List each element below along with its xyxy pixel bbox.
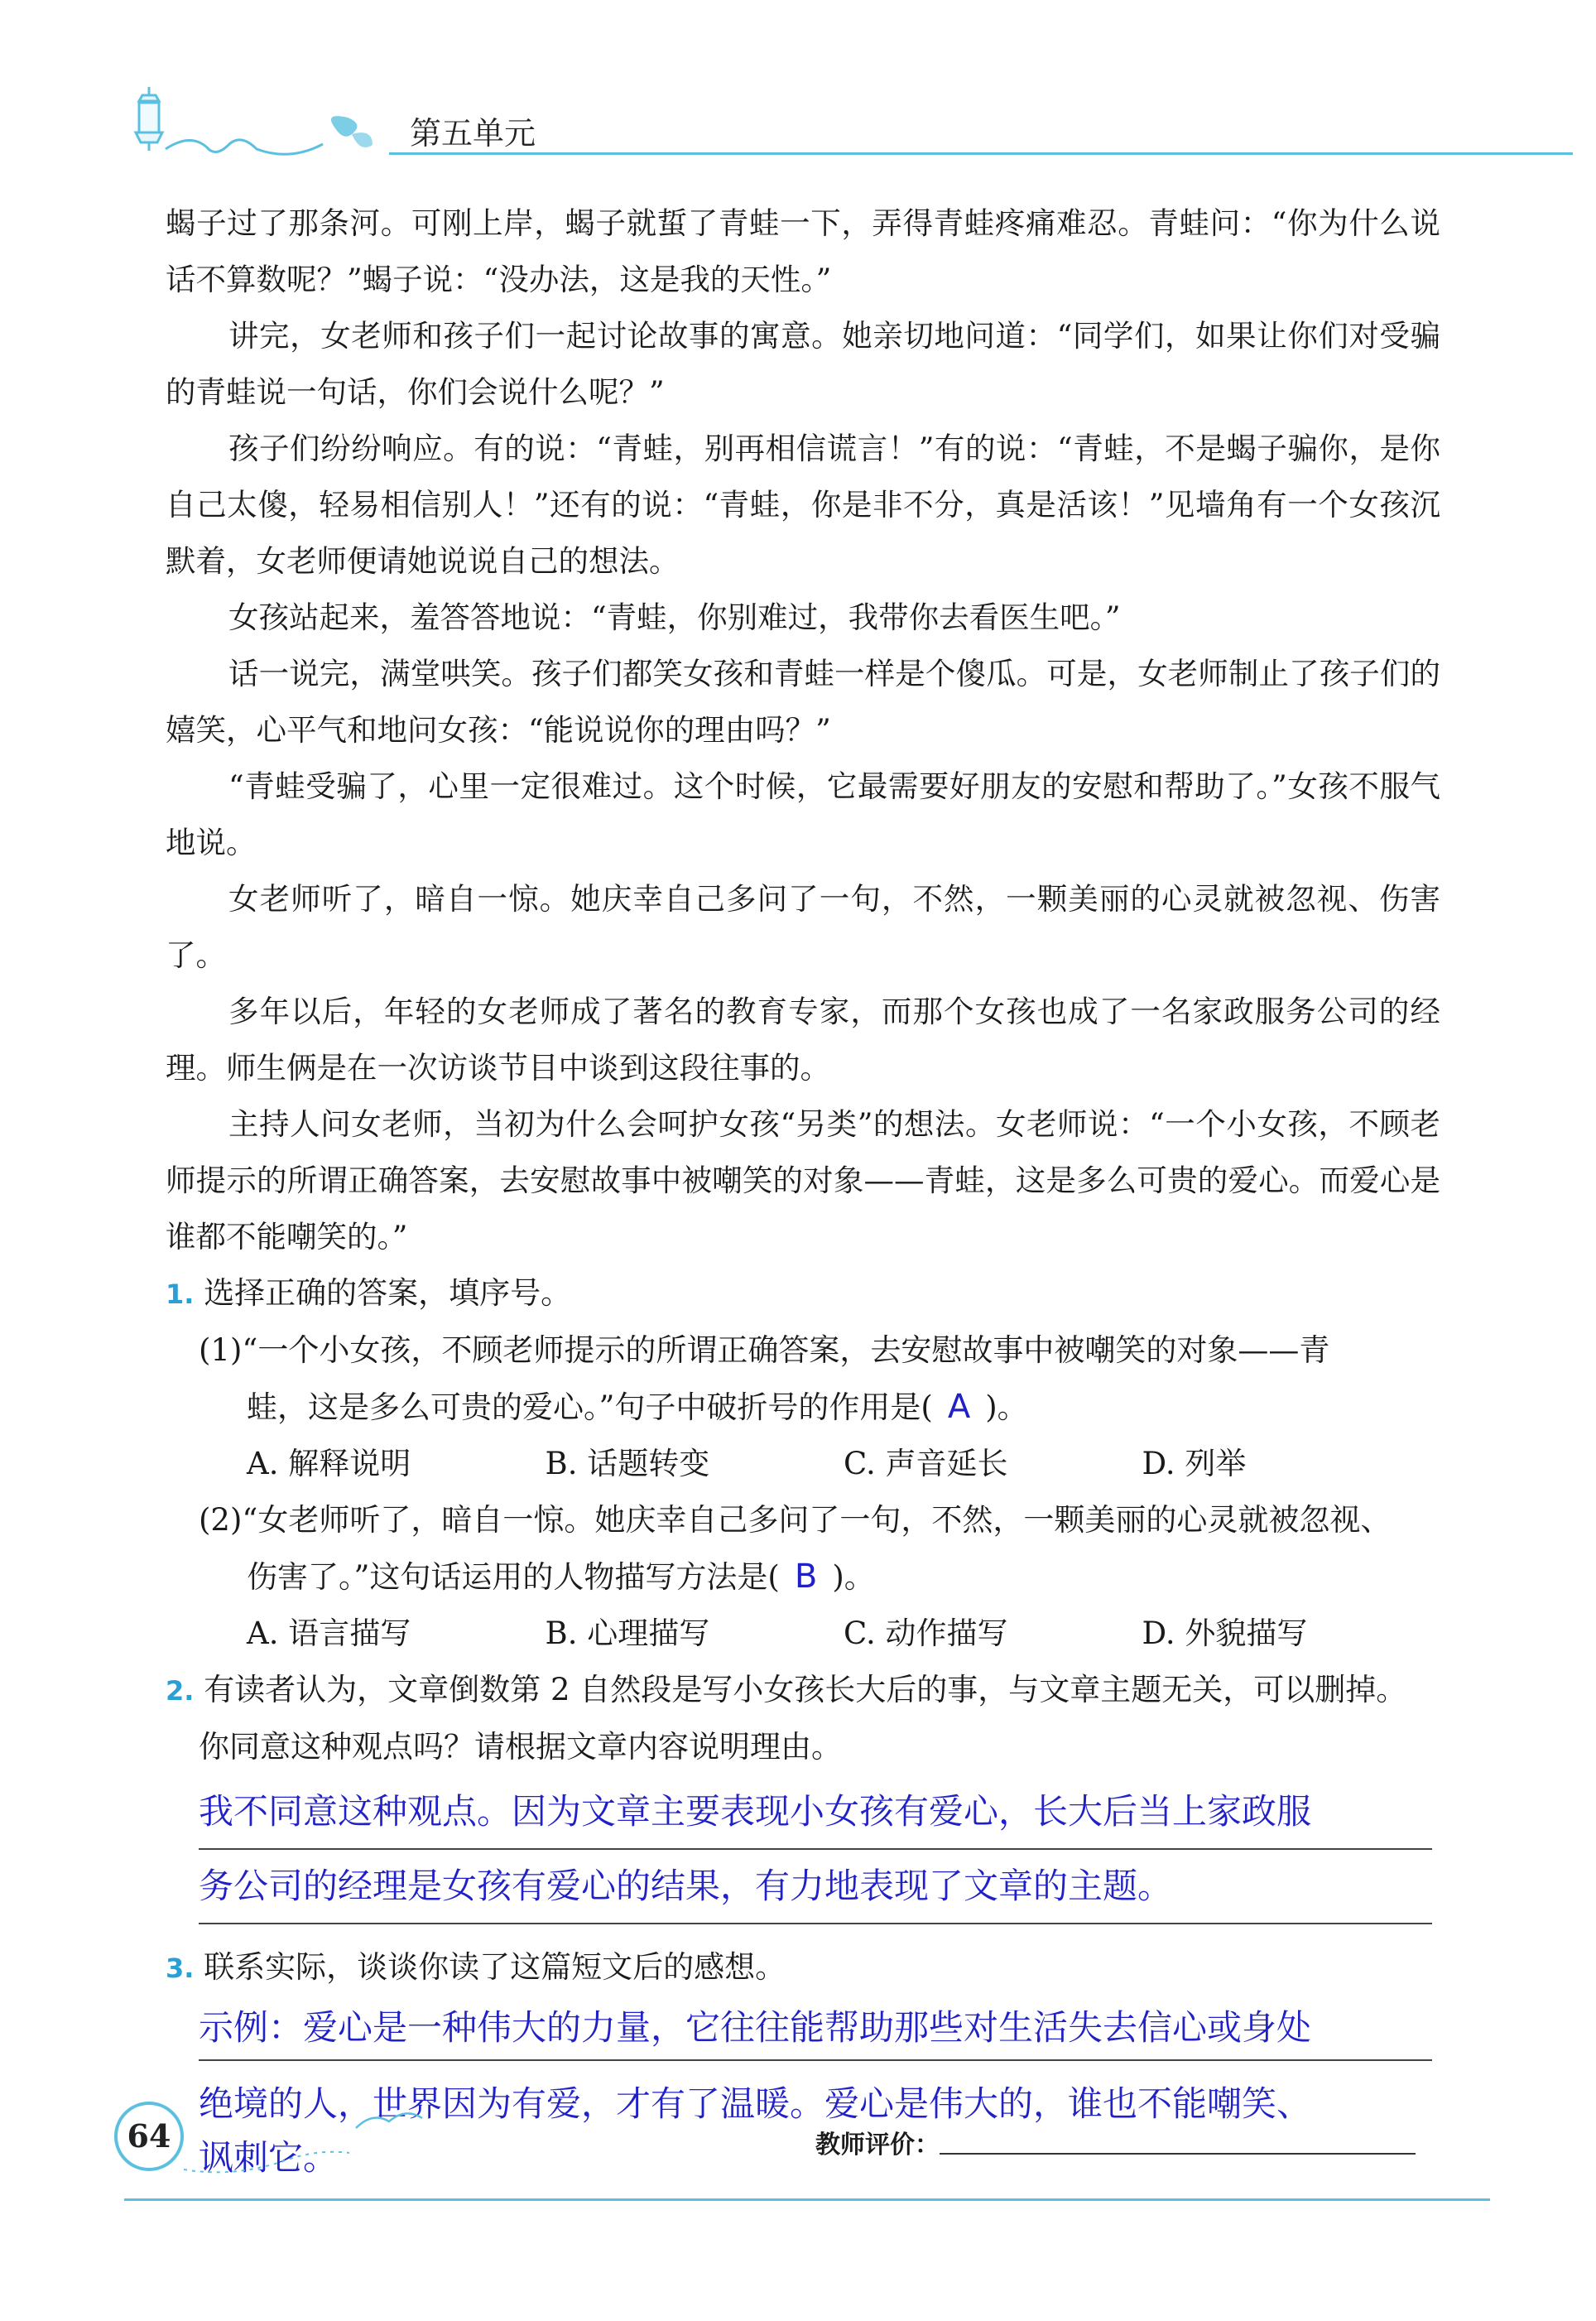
question-2-cont	[166, 1719, 1440, 1775]
story-paragraph: 话一说完，满堂哄笑。孩子们都笑女孩和青蛙一样是个傻瓜。可是，女老师制止了孩子们的嬉笑，心平气和地问女孩：“能说说你的理由吗？”	[166, 656, 1440, 748]
question-number: 2.	[166, 1675, 195, 1707]
answer-area-2[interactable]	[166, 1775, 1440, 1924]
option-c: C. 动作描写	[844, 1616, 1008, 1651]
lamp-decoration-icon	[124, 83, 397, 157]
story-paragraph: 主持人问女老师，当初为什么会呵护女孩“另类”的想法。女老师说：“一个小女孩，不顾老师提示的所谓正确答案，去安慰故事中被嘲笑的对象——青蛙，这是多么可贵的爱心。而爱心是谁都不能嘲笑的。”	[166, 1106, 1440, 1254]
story-paragraph: 女老师听了，暗自一惊。她庆幸自己多问了一句，不然，一颗美丽的心灵就被忽视、伤害了。	[166, 881, 1440, 973]
story-paragraph: 蝎子过了那条河。可刚上岸，蝎子就蜇了青蛙一下，弄得青蛙疼痛难忍。青蛙问：“你为什么说话不算数呢？”蝎子说：“没办法，这是我的天性。”	[166, 205, 1440, 297]
question-1	[166, 1265, 1440, 1322]
option-d: D. 列举	[1142, 1446, 1247, 1481]
option-b: B. 心理描写	[545, 1616, 710, 1651]
answer-line[interactable]: 讽刺它。	[199, 2137, 339, 2178]
option-a: A. 解释说明	[247, 1446, 411, 1481]
answer-line[interactable]: 示例：爱心是一种伟大的力量，它往往能帮助那些对生活失去信心或身处	[199, 1996, 1432, 2061]
dotted-trail-decoration	[184, 2136, 349, 2178]
question-1-sub-1-cont	[166, 1379, 1440, 1436]
option-d: D. 外貌描写	[1142, 1616, 1308, 1651]
question-2	[166, 1662, 1440, 1719]
teacher-evaluation-line[interactable]	[940, 2153, 1416, 2155]
option-b: B. 话题转变	[545, 1446, 710, 1481]
sub-question-text: (1)“一个小女孩，不顾老师提示的所谓正确答案，去安慰故事中被嘲笑的对象——青	[199, 1332, 1330, 1368]
question-3	[166, 1939, 1440, 1996]
option-c: C. 声音延长	[844, 1446, 1008, 1481]
sub-question-text: )。	[832, 1559, 875, 1595]
answer-line[interactable]: 我不同意这种观点。因为文章主要表现小女孩有爱心，长大后当上家政服	[199, 1775, 1432, 1850]
handwritten-answer[interactable]: A	[947, 1388, 971, 1426]
question-text: 有读者认为，文章倒数第 2 自然段是写小女孩长大后的事，与文章主题无关，可以删掉。	[204, 1672, 1407, 1707]
option-a: A. 语言描写	[247, 1616, 411, 1651]
page-header	[124, 83, 1573, 157]
sub-question-text: )。	[985, 1389, 1028, 1425]
question-text: 联系实际，谈谈你读了这篇短文后的感想。	[204, 1949, 786, 1985]
teacher-evaluation-label: 教师评价：	[815, 2131, 940, 2160]
question-1-sub-2-cont	[166, 1548, 1440, 1606]
story-paragraph: 女孩站起来，羞答答地说：“青蛙，你别难过，我带你去看医生吧。”	[228, 600, 1121, 635]
handwritten-answer[interactable]: B	[794, 1558, 818, 1596]
question-1-sub-2	[166, 1492, 1440, 1548]
sub-question-text: (2)“女老师听了，暗自一惊。她庆幸自己多问了一句，不然，一颗美丽的心灵就被忽视、	[199, 1502, 1392, 1538]
page-number: 64	[114, 2102, 184, 2171]
footer-divider	[124, 2198, 1490, 2201]
story-paragraph: “青蛙受骗了，心里一定很难过。这个时候，它最需要好朋友的安慰和帮助了。”女孩不服气地说。	[166, 768, 1440, 860]
answer-area-3[interactable]	[166, 1996, 1440, 2185]
story-paragraph: 讲完，女老师和孩子们一起讨论故事的寓意。她亲切地问道：“同学们，如果让你们对受骗的青蛙说一句话，你们会说什么呢？”	[166, 318, 1440, 410]
sub-question-text: 伤害了。”这句话运用的人物描写方法是(	[247, 1559, 780, 1595]
options-row	[166, 1606, 1440, 1662]
bird-decoration-icon	[348, 2103, 430, 2136]
answer-line[interactable]: 绝境的人，世界因为有爱，才有了温暖。爱心是伟大的，谁也不能嘲笑、	[199, 2083, 1312, 2124]
question-number: 1.	[166, 1278, 195, 1310]
unit-title: 第五单元	[410, 115, 536, 152]
question-text: 你同意这种观点吗？请根据文章内容说明理由。	[199, 1729, 842, 1765]
question-text: 选择正确的答案，填序号。	[204, 1275, 572, 1311]
options-row	[166, 1436, 1440, 1492]
question-1-sub-1	[166, 1322, 1440, 1379]
answer-line[interactable]: 务公司的经理是女孩有爱心的结果，有力地表现了文章的主题。	[199, 1850, 1432, 1924]
question-number: 3.	[166, 1953, 195, 1984]
header-divider	[389, 152, 1573, 155]
main-content	[166, 195, 1440, 2185]
sub-question-text: 蛙，这是多么可贵的爱心。”句子中破折号的作用是(	[247, 1389, 933, 1425]
story-paragraph: 多年以后，年轻的女老师成了著名的教育专家，而那个女孩也成了一名家政服务公司的经理。师生俩是在一次访谈节目中谈到这段往事的。	[166, 994, 1440, 1086]
story-paragraph: 孩子们纷纷响应。有的说：“青蛙，别再相信谎言！”有的说：“青蛙，不是蝎子骗你，是你自己太傻，轻易相信别人！”还有的说：“青蛙，你是非不分，真是活该！”见墙角有一个女孩沉默着，女老师便请她说说自己的想法。	[166, 431, 1440, 579]
